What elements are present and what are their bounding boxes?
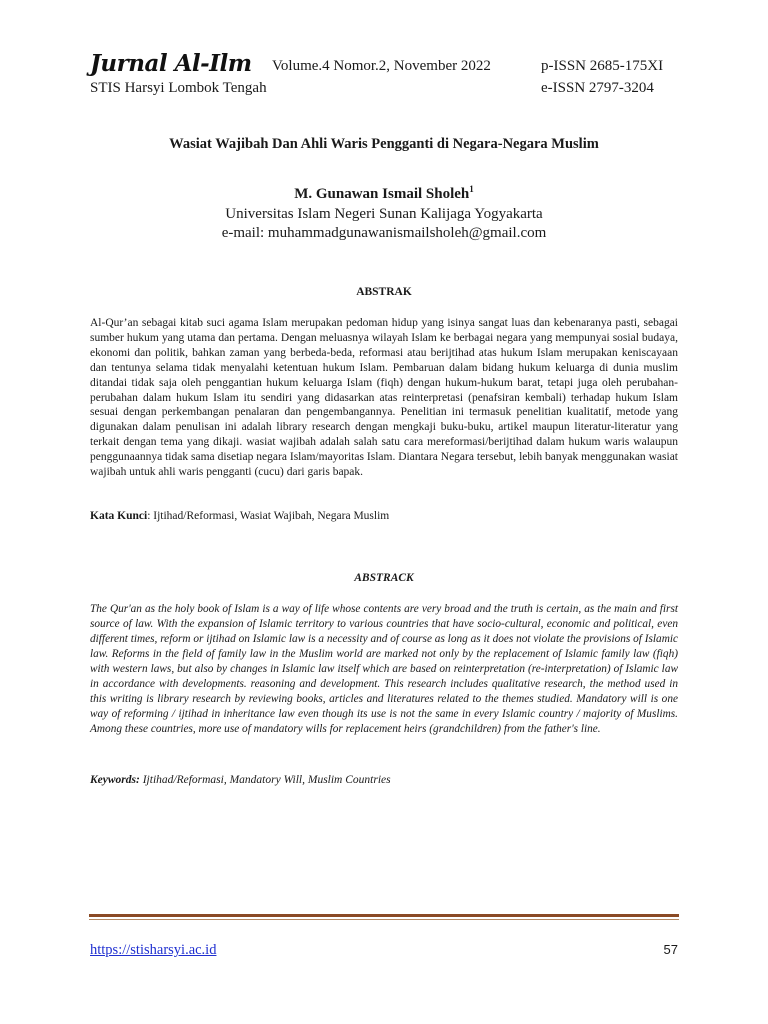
journal-website-link[interactable]: https://stisharsyi.ac.id [90,942,217,958]
kata-kunci-label: Kata Kunci [90,510,148,522]
journal-institution: STIS Harsyi Lombok Tengah [90,80,267,96]
page-number: 57 [663,942,678,957]
p-issn: p-ISSN 2685-175XI [541,58,664,74]
abstrak-heading: ABSTRAK [356,286,412,298]
abstrak-text: Al-Qur’an sebagai kitab suci agama Islam merupakan pedoman hidup yang isinya sangat luas dan kebenaranya pasti, sebagai sumber hukum yang utama dan pertama. Dengan meluasnya wilayah Islam ke berbagai negara yang mempunyai sosial budaya, ekonomi dan politik, bahkan zaman yang berbeda-beda, reformasi atau berijtihad atas hukum Islam merupakan keniscayaan dan tentunya selama tidak menyalahi ketentuan hukum Islam. Pembaruan dalam bidang hukum keluarga di dunia muslim ditandai tidak saja oleh penggantian hukum keluarga Islam (fiqh) dengan hukum-hukum barat, tetapi juga oleh perubahan-perubahan dalam hukum Islam itu sendiri yang didasarkan atas reinterpretasi (penafsiran kembali) terhadap hukum Islam sesuai dengan perkembangan penalaran dan pengembangannya. Penelitian ini termasuk penelitian kualitatif, metode yang digunakan dalam penulisan ini adalah library research dengan mengkaji buku-buku, artikel maupun literatur-literatur yang terkait dengan tema yang dikaji. wasiat wajibah adalah salah satu cara mereformasi/berijtihad dalam hukum waris walaupun penggunaannya tidak sama disetiap negara Islam/mayoritas Islam. Diantara Negara tersebut, lebih banyak menggunakan wasiat wajibah untuk ahli waris pengganti (cucu) dari garis bapak. [90,317,678,479]
keywords-values: Ijtihad/Reformasi, Mandatory Will, Muslim Countries [139,774,391,786]
e-issn: e-ISSN 2797-3204 [541,80,654,96]
keywords [90,774,391,786]
footer-rule [89,914,679,917]
author-name [0,186,768,203]
author-name-text: M. Gunawan Ismail Sholeh [294,186,470,202]
article-title: Wasiat Wajibah Dan Ahli Waris Pengganti di Negara-Negara Muslim [169,136,599,152]
author-affiliation: Universitas Islam Negeri Sunan Kalijaga Yogyakarta [225,206,543,222]
abstract-heading: ABSTRACK [354,572,414,584]
author-email: e-mail: muhammadgunawanismailsholeh@gmail.com [221,225,547,241]
journal-name: Jurnal Al-Ilm [90,50,252,77]
abstract-text: The Qur'an as the holy book of Islam is a way of life whose contents are very broad and the truth is certain, as the main and first source of law. With the expansion of Islamic territory to various countries that have socio-cultural, economic and political, even different times, reform or ijtihad on Islamic law is a necessity and of course as long as it does not violate the provisions of Islamic law. Reforms in the field of family law in the Muslim world are marked not only by the replacement of Islamic family law (fiqh) with western laws, but also by changes in Islamic law itself which are based on reinterpretation (re-interpretation) of Islamic law in accordance with developments. reasoning and development. This research includes qualitative research, the method used in this writing is library research by reviewing books, articles and literatures related to the themes studied. Mandatory will is one way of reforming / ijtihad in inheritance law even though its use is not the same in every Islamic country / majority of Muslims. Among these countries, more use of mandatory wills for replacement heirs (grandchildren) from the father's line. [90,603,678,735]
author-footnote-marker: 1 [469,184,474,194]
footer-rule-thin [89,919,679,920]
kata-kunci [90,510,389,522]
keywords-label: Keywords: [90,774,140,786]
journal-volume: Volume.4 Nomor.2, November 2022 [272,58,491,74]
kata-kunci-values: : Ijtihad/Reformasi, Wasiat Wajibah, Negara Muslim [147,510,390,522]
